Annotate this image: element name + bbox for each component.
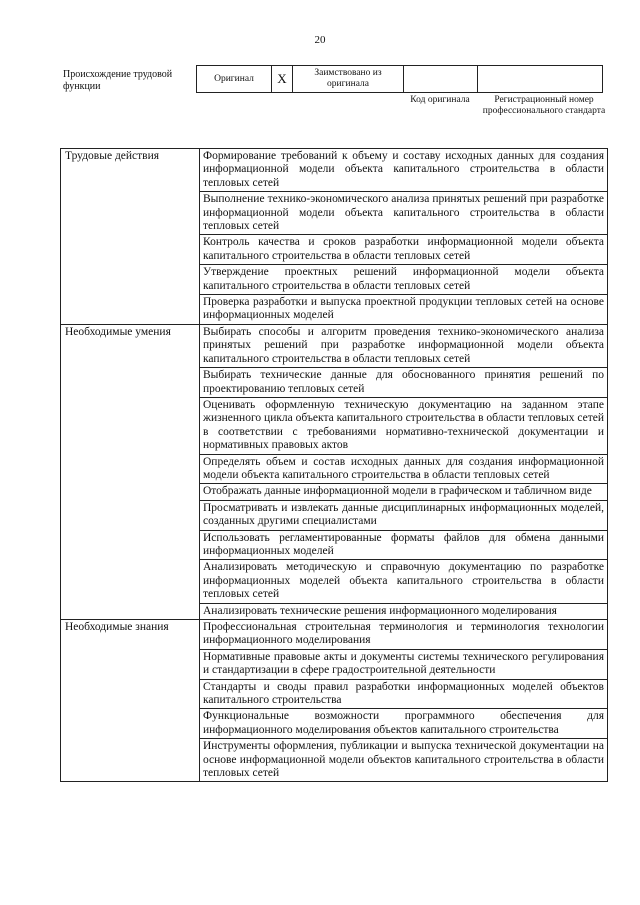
section-item: Стандарты и своды правил разработки информационных моделей объектов капитального строительства	[200, 679, 608, 709]
section-item: Использовать регламентированные форматы файлов для обмена данными информационных моделей	[200, 530, 608, 560]
reg-number-label: Регистрационный номер профессионального стандарта	[482, 95, 606, 116]
section-item: Выбирать технические данные для обоснованного принятия решений по проектированию тепловых сетей	[200, 368, 608, 398]
table-row	[61, 324, 608, 367]
section-item: Анализировать технические решения информационного моделирования	[200, 603, 608, 619]
section-title: Необходимые умения	[61, 324, 200, 619]
section-item: Контроль качества и сроков разработки информационной модели объекта капитального строительства в области тепловых сетей	[200, 235, 608, 265]
section-item: Отображать данные информационной модели в графическом и табличном виде	[200, 484, 608, 500]
original-cell: Оригинал	[197, 66, 272, 93]
function-table	[60, 148, 608, 782]
section-item: Оценивать оформленную техническую документацию на заданном этапе жизненного цикла объекта капитального строительства в области тепловых сетей в соответствии с требованиями нормативно-технической документации и нормативных правовых актов	[200, 397, 608, 454]
reg-number-cell	[478, 66, 603, 93]
section-item: Профессиональная строительная терминология и терминология технологии информационного моделирования	[200, 620, 608, 650]
section-item: Функциональные возможности программного обеспечения для информационного моделирования объектов капитального строительства	[200, 709, 608, 739]
section-title: Необходимые знания	[61, 620, 200, 782]
section-item: Анализировать методическую и справочную документацию по разработке информационных моделей объекта капитального строительства в области тепловых сетей	[200, 560, 608, 603]
origin-table	[196, 65, 603, 93]
table-row	[61, 620, 608, 650]
section-item: Инструменты оформления, публикации и выпуска технической документации на основе информационной модели объектов капитального строительства в области тепловых сетей	[200, 739, 608, 782]
original-mark: X	[272, 66, 293, 93]
borrowed-cell: Заимствовано из оригинала	[293, 66, 404, 93]
section-item: Формирование требований к объему и составу исходных данных для создания информационной модели объекта капитального строительства в области тепловых сетей	[200, 149, 608, 192]
section-item: Просматривать и извлекать данные дисциплинарных информационных моделей, созданных другими специалистами	[200, 500, 608, 530]
code-cell	[404, 66, 478, 93]
section-item: Выбирать способы и алгоритм проведения технико-экономического анализа принятых решений при разработке информационной модели объекта капитального строительства в области тепловых сетей	[200, 324, 608, 367]
code-label: Код оригинала	[410, 95, 470, 105]
origin-label: Происхождение трудовой функции	[63, 69, 173, 92]
table-row	[61, 149, 608, 192]
section-item: Определять объем и состав исходных данных для создания информационной модели объекта капитального строительства в области тепловых сетей	[200, 454, 608, 484]
section-title: Трудовые действия	[61, 149, 200, 325]
section-item: Проверка разработки и выпуска проектной продукции тепловых сетей на основе информационных моделей	[200, 295, 608, 325]
section-item: Выполнение технико-экономического анализа принятых решений при разработке информационной модели объекта капитального строительства в области тепловых сетей	[200, 192, 608, 235]
section-item: Утверждение проектных решений информационной модели объекта капитального строительства в области тепловых сетей	[200, 265, 608, 295]
page-number: 20	[314, 34, 326, 46]
section-item: Нормативные правовые акты и документы системы технического регулирования и стандартизации в сфере градостроительной деятельности	[200, 649, 608, 679]
